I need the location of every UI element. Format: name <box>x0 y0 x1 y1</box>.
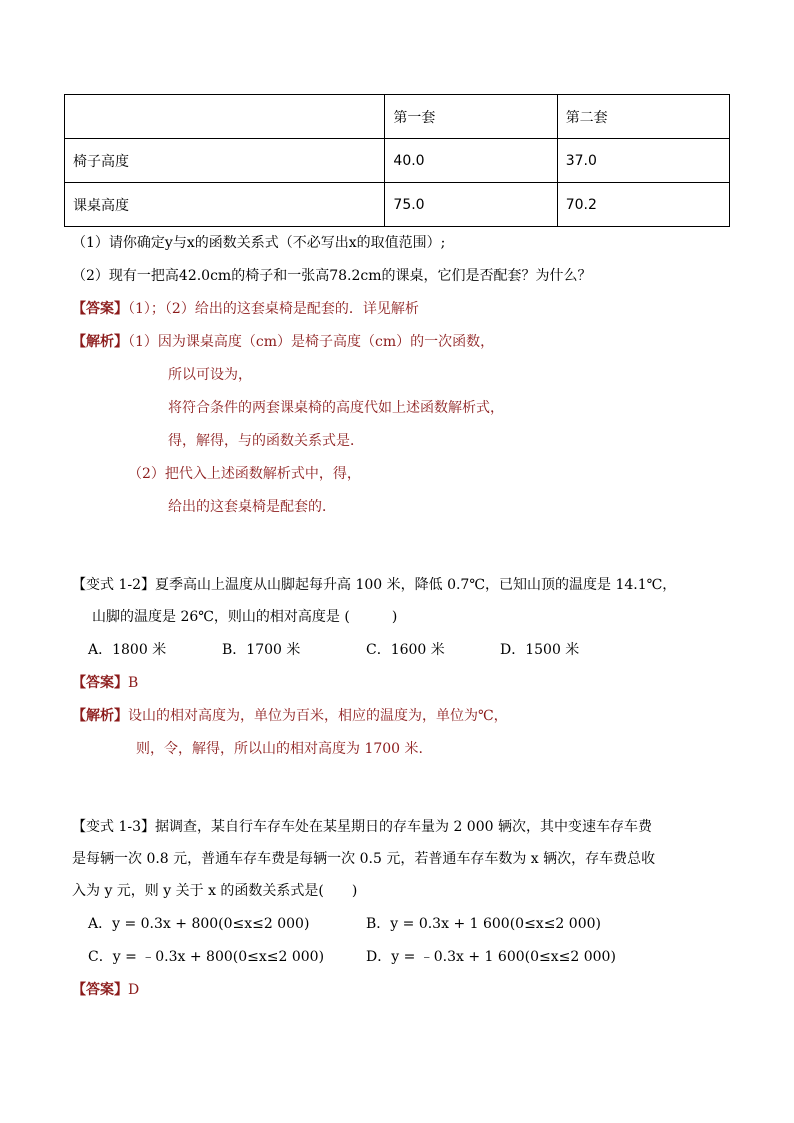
answer-tag: 【答案】 <box>72 301 128 317</box>
question-2: （2）现有一把高42.0cm的椅子和一张高78.2cm的课桌，它们是否配套？为什么？ <box>72 268 592 284</box>
analysis-text: 所以可设为， <box>168 367 252 383</box>
problem-3-stem: 【变式 1-3】据调查，某自行车存车处在某星期日的存车量为 2 000 辆次，其中变速车存车费 <box>72 819 652 835</box>
analysis-text: 得，解得，与的函数关系式是． <box>168 433 364 449</box>
answer-text: （1）；（2）给出的这套桌椅是配套的．详见解析 <box>128 301 419 317</box>
table-cell: 40.0 <box>385 139 557 183</box>
option-a: A．y = 0.3x + 800(0≤x≤2 000) <box>88 916 310 932</box>
question-1: （1）请你确定y与x的函数关系式（不必写出x的取值范围）; <box>72 235 446 251</box>
option-b: B．1700 米 <box>222 642 301 658</box>
table-cell: 70.2 <box>557 183 729 227</box>
table-cell: 课桌高度 <box>65 183 385 227</box>
answer-line <box>72 299 419 319</box>
analysis-tag: 【解析】 <box>72 708 128 724</box>
analysis-tag: 【解析】 <box>72 334 128 350</box>
option-d: D．y = ﹣0.3x + 1 600(0≤x≤2 000) <box>366 949 616 965</box>
table-header-cell <box>65 95 385 139</box>
analysis-text: 则，令，解得，所以山的相对高度为 1700 米. <box>136 741 423 757</box>
problem-2-stem: 【变式 1-2】夏季高山上温度从山脚起每升高 100 米，降低 0.7℃，已知山顶的温度是 14.1℃， <box>72 577 677 593</box>
comparison-table <box>64 94 730 227</box>
problem-3-stem: 是每辆一次 0.8 元，普通车存车费是每辆一次 0.5 元，若普通车存车数为 x 辆次，存车费总收 <box>72 851 656 867</box>
table-cell: 75.0 <box>385 183 557 227</box>
option-d: D．1500 米 <box>500 642 580 658</box>
analysis-text: （2）把代入上述函数解析式中，得， <box>128 466 361 482</box>
answer-line <box>72 980 139 1000</box>
answer-line <box>72 673 138 693</box>
problem-2-stem: 山脚的温度是 26℃，则山的相对高度是 ( ) <box>92 609 398 625</box>
answer-tag: 【答案】 <box>72 675 128 691</box>
analysis-text: 给出的这套桌椅是配套的． <box>168 499 336 515</box>
analysis-text: 设山的相对高度为，单位为百米，相应的温度为，单位为℃， <box>128 708 508 724</box>
table-cell: 椅子高度 <box>65 139 385 183</box>
problem-3-stem: 入为 y 元，则 y 关于 x 的函数关系式是( ) <box>72 883 358 899</box>
analysis-line <box>72 332 494 352</box>
option-c: C．1600 米 <box>366 642 445 658</box>
option-c: C．y = ﹣0.3x + 800(0≤x≤2 000) <box>88 949 325 965</box>
table-row <box>65 183 730 227</box>
option-a: A．1800 米 <box>88 642 167 658</box>
table-header-row <box>65 95 730 139</box>
analysis-text: 将符合条件的两套课桌椅的高度代如上述函数解析式， <box>168 400 504 416</box>
option-b: B．y = 0.3x + 1 600(0≤x≤2 000) <box>366 916 601 932</box>
answer-text: B <box>128 675 139 691</box>
answer-tag: 【答案】 <box>72 982 128 998</box>
analysis-line <box>72 706 508 726</box>
analysis-text: （1）因为课桌高度（cm）是椅子高度（cm）的一次函数， <box>128 334 495 350</box>
table-cell: 37.0 <box>557 139 729 183</box>
table-row <box>65 139 730 183</box>
table-header-cell: 第二套 <box>557 95 729 139</box>
answer-text: D <box>128 982 140 998</box>
table-header-cell: 第一套 <box>385 95 557 139</box>
